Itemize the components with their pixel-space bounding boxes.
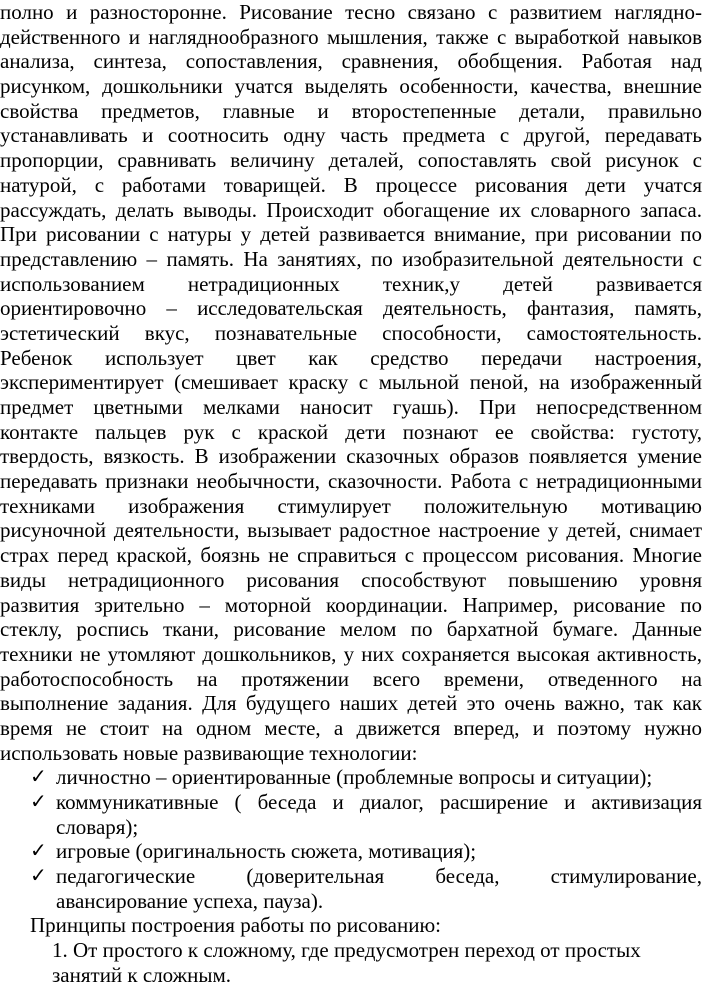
paragraph-line: свойства предметов, главные и второстепенные детали, правильно <box>0 98 702 123</box>
paragraph-line: предмет цветными мелками наносит гуашь). При непосредственном <box>0 395 702 419</box>
paragraph-line: рисунком, дошкольники учатся выделять особенности, качества, внешние <box>0 74 702 99</box>
paragraph-line: экспериментирует (смешивает краску с мыльной пеной, на изображенный <box>0 370 702 395</box>
paragraph-line: полно и разносторонне. Рисование тесно связано с развитием наглядно- <box>0 0 702 24</box>
paragraph-line: виды нетрадиционного рисования способствуют повышению уровня <box>0 567 702 592</box>
paragraph-line: действенного и нагляднообразного мышления, также с выработкой навыков <box>0 24 702 49</box>
paragraph-line: использованием нетрадиционных техник,у детей развивается <box>0 271 702 296</box>
check-mark-icon: ✓ <box>30 791 47 813</box>
list-item <box>0 839 702 864</box>
paragraph-line: техниками изображения стимулирует положительную мотивацию <box>0 493 702 518</box>
paragraph-line: выполнение задания. Для будущего наших детей это очень важно, так как <box>0 691 702 716</box>
paragraph-line: ориентировочно – исследовательская деятельность, фантазия, память, <box>0 296 702 321</box>
paragraph-line: рисуночной деятельности, вызывает радостное настроение у детей, снимает <box>0 518 702 543</box>
paragraph-line: техники не утомляют дошкольников, у них сохраняется высокая активность, <box>0 641 702 666</box>
principles-heading: Принципы построения работы по рисованию: <box>30 913 441 938</box>
paragraph-line: развития зрительно – моторной координации. Например, рисование по <box>0 592 702 617</box>
paragraph-line: контакте пальцев рук с краской дети познают ее свойства: густоту, <box>0 419 702 444</box>
paragraph-line: пропорции, сравнивать величину деталей, сопоставлять свой рисунок с <box>0 148 702 173</box>
paragraph-line: Ребенок использует цвет как средство передачи настроения, <box>0 345 702 370</box>
paragraph-line: использовать новые развивающие технологии: <box>0 740 418 765</box>
paragraph-line: работоспособность на протяжении всего времени, отведенного на <box>0 666 702 691</box>
paragraph-line: представлению – память. На занятиях, по изобразительной деятельности с <box>0 246 702 271</box>
paragraph-line: страх перед краской, боязнь не справиться с процессом рисования. Многие <box>0 543 702 568</box>
paragraph-line: эстетический вкус, познавательные способности, самостоятельность. <box>0 320 702 345</box>
list-item <box>0 790 702 839</box>
paragraph-line: анализа, синтеза, сопоставления, сравнения, обобщения. Работая над <box>0 49 702 74</box>
paragraph-line: время не стоит на одном месте, а движется вперед, и поэтому нужно <box>0 715 702 740</box>
check-mark-icon: ✓ <box>30 840 47 863</box>
list-item-text: личностно – ориентированные (проблемные вопросы и ситуации); <box>56 765 653 790</box>
paragraph-line: устанавливать и соотносить одну часть предмета с другой, передавать <box>0 123 702 148</box>
list-item-text: педагогические (доверительная беседа, стимулирование, <box>56 864 702 889</box>
list-item-text: словаря); <box>56 814 139 839</box>
check-mark-icon: ✓ <box>30 766 47 789</box>
technologies-list <box>0 765 702 913</box>
principle-line: занятий к сложным. <box>52 962 232 987</box>
paragraph-line: натурой, с работами товарищей. В процессе рисования дети учатся <box>0 172 702 197</box>
check-mark-icon: ✓ <box>30 865 47 888</box>
paragraph-line: стеклу, роспись ткани, рисование мелом по бархатной бумаге. Данные <box>0 617 702 642</box>
list-item-text: авансирование успеха, пауза). <box>56 888 324 913</box>
list-item <box>0 864 702 913</box>
list-item <box>0 765 702 790</box>
list-item-text: игровые (оригинальность сюжета, мотивация); <box>56 839 477 864</box>
principle-line: 1. От простого к сложному, где предусмотрен переход от простых <box>52 938 641 963</box>
paragraph-line: твердость, вязкость. В изображении сказочных образов появляется умение <box>0 444 702 469</box>
paragraph-line: рассуждать, делать выводы. Происходит обогащение их словарного запаса. <box>0 197 702 222</box>
list-item-text: коммуникативные ( беседа и диалог, расширение и активизация <box>56 790 702 814</box>
paragraph-line: При рисовании с натуры у детей развивается внимание, при рисовании по <box>0 222 702 247</box>
paragraph-line: передавать признаки необычности, сказочности. Работа с нетрадиционными <box>0 469 702 494</box>
principle-item <box>0 938 702 987</box>
